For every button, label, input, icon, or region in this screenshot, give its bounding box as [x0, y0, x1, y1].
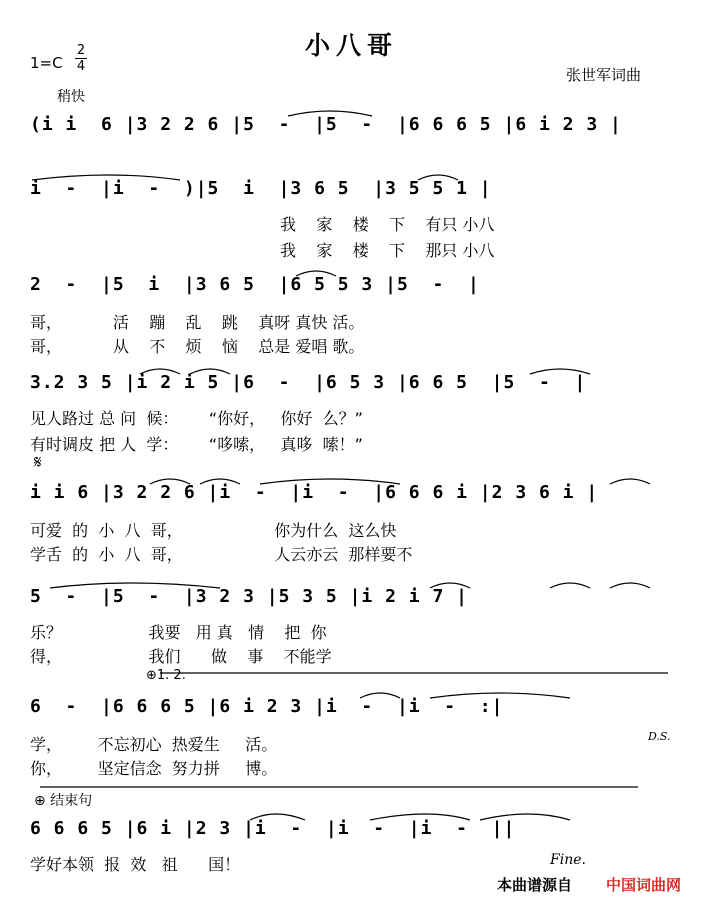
- slurs-row-5: [30, 482, 670, 512]
- key-signature: 1=C: [30, 54, 63, 72]
- lyric-row-6b: 得， 我们 做 事 不能学: [30, 647, 332, 666]
- lyric-row-5a: 可爱 的 小 八 哥， 你为什么 这么快: [30, 521, 397, 540]
- lyric-row-4a: 见人路过 总 问 候： “你好， 你好 么？”: [30, 409, 363, 428]
- fine-mark: Fine.: [550, 852, 586, 868]
- tempo-marking: 稍快: [57, 89, 85, 105]
- notation-row-2: i - |i - )|5 i |3 6 5 |3 5 5 1 |: [30, 178, 492, 199]
- score-row-6: [30, 586, 670, 616]
- notation-row-4: 3.2 3 5 |i 2 i 5 |6 - |6 5 3 |6 6 5 |5 - |: [30, 372, 587, 393]
- slurs-row-2: [30, 178, 670, 208]
- segno-sign: 𝄋: [34, 452, 42, 473]
- coda-bracket: [40, 786, 640, 790]
- score-row-2: [30, 178, 670, 208]
- slurs-row-4: [30, 372, 670, 402]
- slurs-row-3: [30, 274, 670, 304]
- site-name-link[interactable]: 中国词曲网: [606, 876, 682, 894]
- lyric-row-4b: 有时调皮 把 人 学： “哆嗦， 真哆 嗦！”: [30, 435, 363, 454]
- ds-mark: D.S.: [648, 730, 671, 743]
- notation-row-5: i i 6 |3 2 2 6 |i - |i - |6 6 6 i |2 3 6 i |: [30, 482, 599, 503]
- source-label: 本曲谱源自: [497, 876, 573, 894]
- score-row-8: [30, 818, 670, 848]
- lyric-row-6a: 乐？ 我要 用 真 情 把 你: [30, 623, 327, 642]
- lyric-row-3a: 哥， 活 蹦 乱 跳 真呀 真快 活。: [30, 313, 365, 332]
- notation-row-1: (i i 6 |3 2 2 6 |5 - |5 - |6 6 6 5 |6 i 2 3 |: [30, 114, 622, 135]
- lyric-row-8a: 学好本领 报 效 祖 国！: [30, 855, 241, 874]
- score-row-1: [30, 114, 670, 144]
- coda-ending-mark: ⊕ 结束句: [34, 793, 93, 809]
- slurs-row-8: [30, 818, 670, 848]
- notation-row-8: 6 6 6 5 |6 i |2 3 |i - |i - |i - ||: [30, 818, 516, 839]
- score-row-7: [30, 696, 670, 726]
- score-row-3: [30, 274, 670, 304]
- time-signature: [74, 44, 88, 73]
- slurs-row-1: [30, 114, 670, 144]
- lyric-row-2a: 我 家 楼 下 有只 小八: [280, 215, 495, 234]
- score-row-5: [30, 482, 670, 512]
- lyric-row-2b: 我 家 楼 下 那只 小八: [280, 241, 495, 260]
- volta-coda-mark: ⊕1. 2.: [146, 668, 186, 683]
- score-row-4: [30, 372, 670, 402]
- time-top: 2: [76, 43, 86, 58]
- song-title: 小八哥: [304, 31, 398, 60]
- lyric-row-7b: 你， 坚定信念 努力拼 博。: [30, 759, 278, 778]
- time-bottom: 4: [76, 59, 86, 74]
- volta-bracket: [160, 672, 670, 676]
- notation-row-7: 6 - |6 6 6 5 |6 i 2 3 |i - |i - :|: [30, 696, 504, 717]
- lyric-row-3b: 哥， 从 不 烦 恼 总是 爱唱 歌。: [30, 337, 365, 356]
- lyric-row-7a: 学， 不忘初心 热爱生 活。: [30, 735, 278, 754]
- composer-credit: 张世军词曲: [566, 66, 642, 84]
- slurs-row-6: [30, 586, 670, 616]
- slurs-row-7: [30, 696, 670, 726]
- notation-row-6: 5 - |5 - |3 2 3 |5 3 5 |i 2 i 7 |: [30, 586, 468, 607]
- lyric-row-5b: 学舌 的 小 八 哥， 人云亦云 那样要不: [30, 545, 413, 564]
- notation-row-3: 2 - |5 i |3 6 5 |6 5 5 3 |5 - |: [30, 274, 480, 295]
